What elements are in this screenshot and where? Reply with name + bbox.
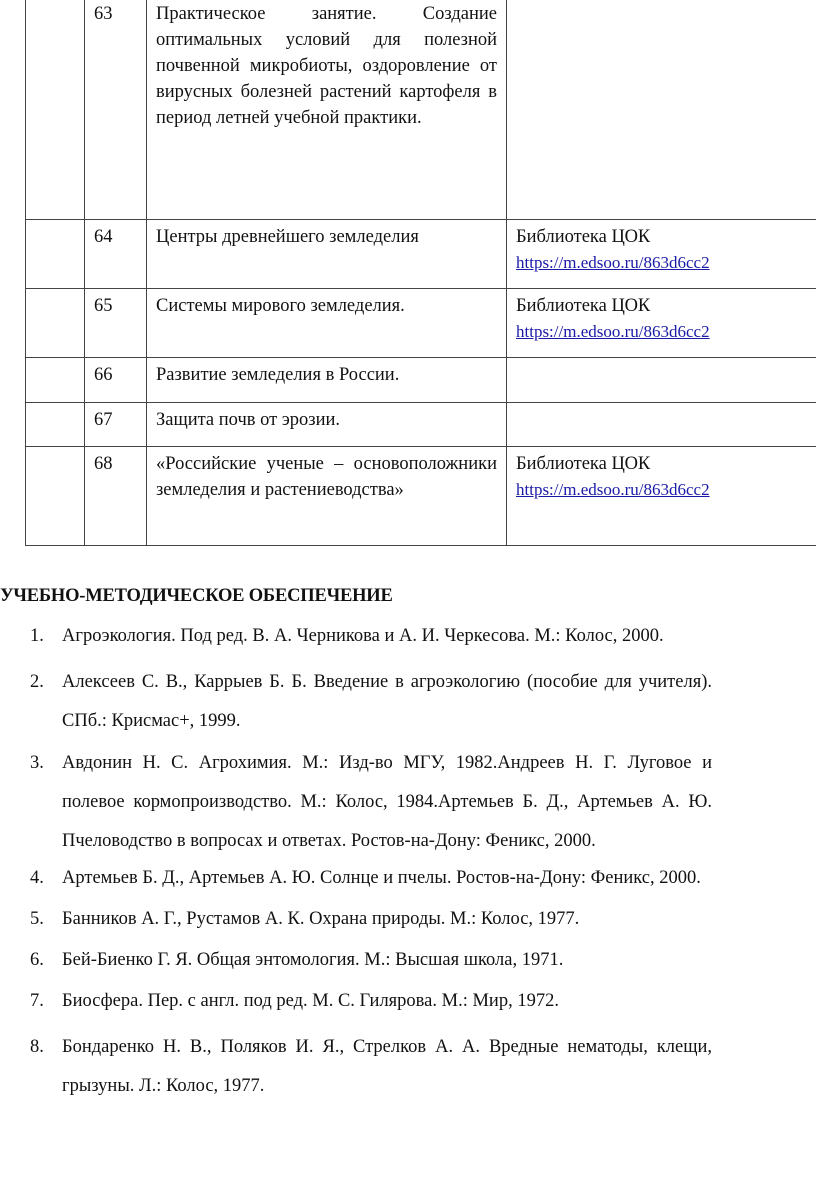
lesson-number: 64 [85,220,147,289]
resource-cell [507,403,816,447]
reference-text: Бей-Биенко Г. Я. Общая энтомология. М.: Высшая школа, 1971. [62,950,564,970]
reference-text: Банников А. Г., Рустамов А. К. Охрана природы. М.: Колос, 1977. [62,909,580,929]
resource-link[interactable]: https://m.edsoo.ru/863d6cc2 [516,480,710,499]
resource-link[interactable]: https://m.edsoo.ru/863d6cc2 [516,253,710,272]
reference-number: 8. [30,1037,44,1057]
reference-text: Бондаренко Н. В., Поляков И. Я., Стрелков А. А. Вредные нематоды, клещи, грызуны. Л.: Колос, 1977. [62,1037,712,1096]
blank-cell [26,358,85,403]
blank-cell [26,0,85,220]
reference-item [30,946,712,975]
reference-text: Биосфера. Пер. с англ. под ред. М. С. Гилярова. М.: Мир, 1972. [62,991,559,1011]
library-label: Библиотека ЦОК [516,296,651,316]
resource-cell [507,447,816,546]
resource-cell [507,289,816,358]
table-row [26,220,816,289]
table-row [26,447,816,546]
table-row [26,0,816,220]
resource-cell [507,220,816,289]
reference-item [30,864,712,893]
lesson-number: 67 [85,403,147,447]
lesson-topic: Системы мирового земледелия. [147,289,507,358]
blank-cell [26,289,85,358]
reference-number: 7. [30,991,44,1011]
lesson-plan-table [25,0,816,546]
reference-text: Авдонин Н. С. Агрохимия. М.: Изд-во МГУ, 1982.Андреев Н. Г. Луговое и полевое кормопроизводство. М.: Колос, 1984.Артемьев Б. Д., Артемьев А. Ю. Пчеловодство в вопросах и ответах. Ростов-на-Дону: Феникс, 2000. [62,753,712,851]
reference-list [30,622,712,1109]
reference-number: 4. [30,868,44,888]
reference-number: 3. [30,753,44,773]
reference-item [30,987,712,1016]
reference-item [30,744,712,861]
lesson-topic: Защита почв от эрозии. [147,403,507,447]
table-row [26,289,816,358]
lesson-topic: Центры древнейшего земледелия [147,220,507,289]
blank-cell [26,220,85,289]
reference-number: 5. [30,909,44,929]
library-label: Библиотека ЦОК [516,454,651,474]
library-label: Библиотека ЦОК [516,227,651,247]
section-title: УЧЕБНО-МЕТОДИЧЕСКОЕ ОБЕСПЕЧЕНИЕ [0,586,393,606]
table-row [26,403,816,447]
reference-item [30,622,712,651]
lesson-number: 66 [85,358,147,403]
blank-cell [26,403,85,447]
resource-cell [507,358,816,403]
lesson-number: 65 [85,289,147,358]
reference-number: 1. [30,626,44,646]
resource-cell [507,0,816,220]
reference-number: 2. [30,672,44,692]
blank-cell [26,447,85,546]
reference-item [30,1028,712,1106]
table-row [26,358,816,403]
reference-number: 6. [30,950,44,970]
reference-item [30,905,712,934]
lesson-topic: «Российские ученые – основоположники земледелия и растениеводства» [147,447,507,546]
lesson-number: 68 [85,447,147,546]
lesson-number: 63 [85,0,147,220]
lesson-topic: Развитие земледелия в России. [147,358,507,403]
resource-link[interactable]: https://m.edsoo.ru/863d6cc2 [516,322,710,341]
reference-text: Алексеев С. В., Каррыев Б. Б. Введение в агроэкологию (пособие для учителя). СПб.: Крисмас+, 1999. [62,672,712,731]
reference-text: Артемьев Б. Д., Артемьев А. Ю. Солнце и пчелы. Ростов-на-Дону: Феникс, 2000. [62,868,701,888]
reference-item [30,663,712,741]
reference-text: Агроэкология. Под ред. В. А. Черникова и А. И. Черкесова. М.: Колос, 2000. [62,626,664,646]
lesson-topic: Практическое занятие. Создание оптимальных условий для полезной почвенной микробиоты, оздоровление от вирусных болезней растений картофеля в период летней учебной практики. [147,0,507,220]
